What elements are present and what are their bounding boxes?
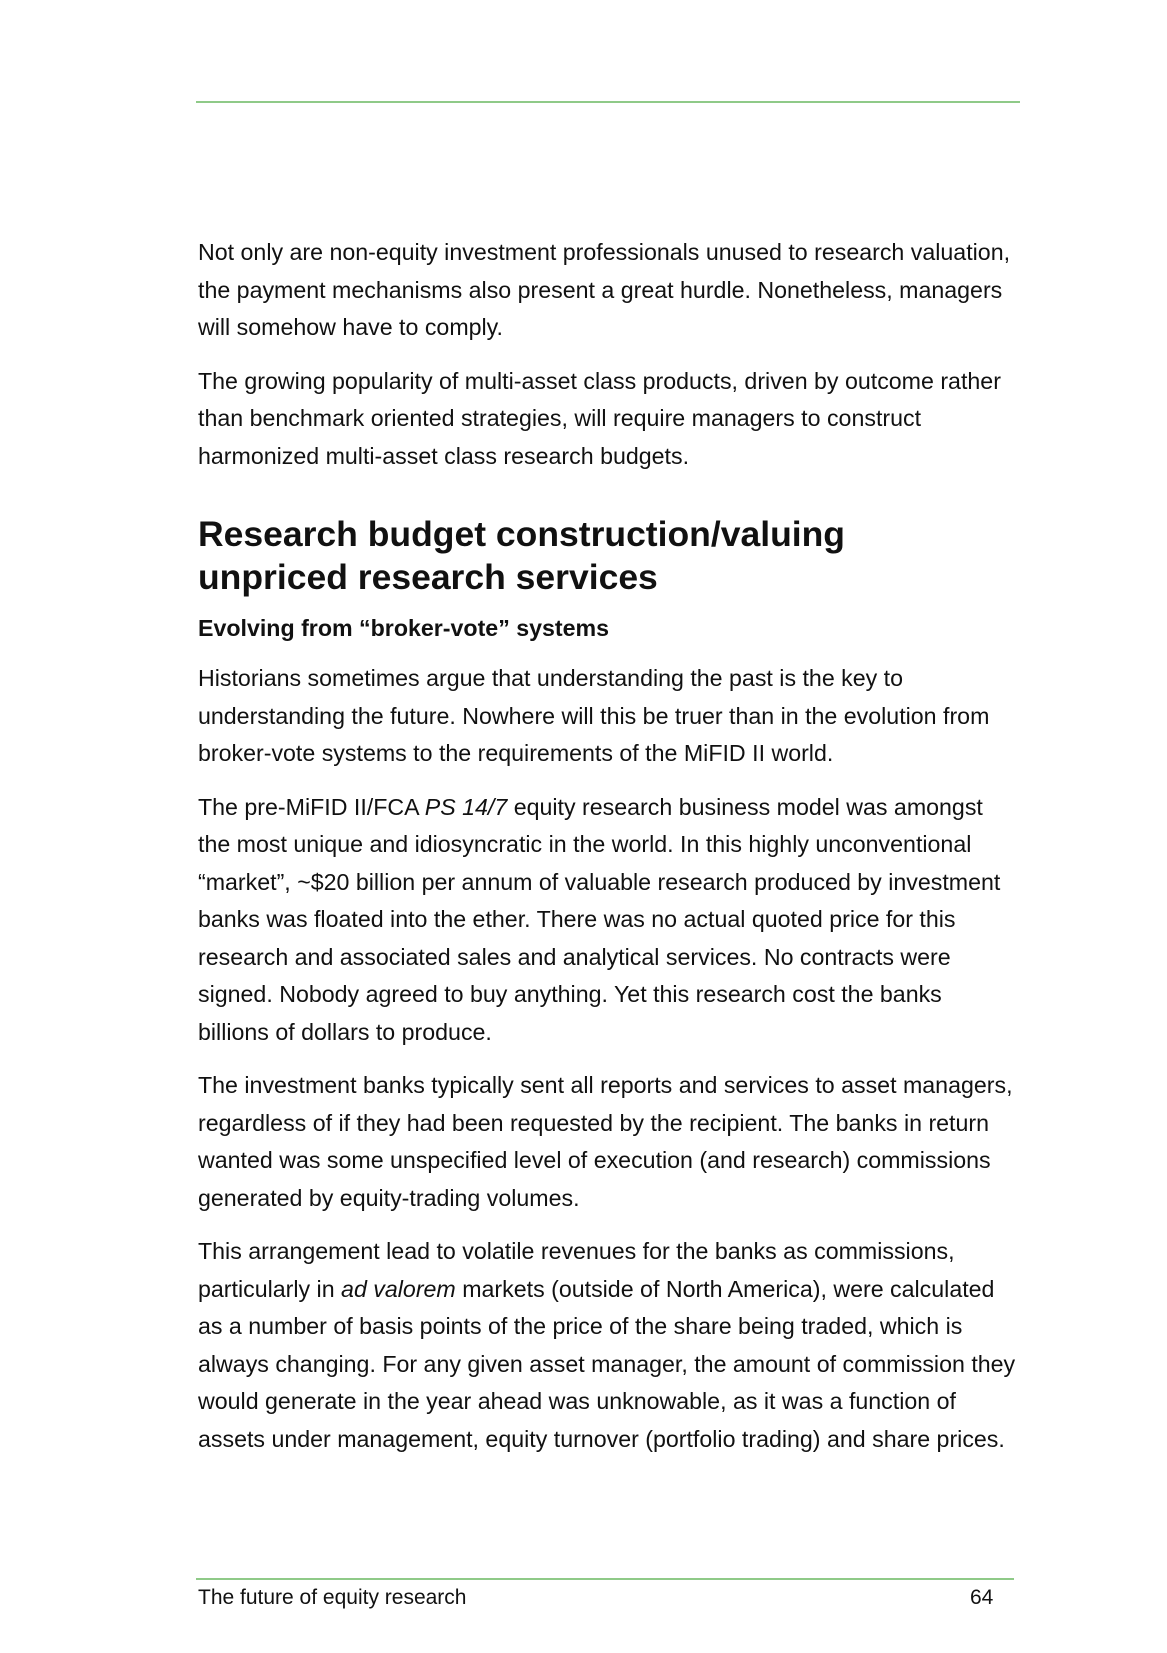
subheading: Evolving from “broker-vote” systems bbox=[198, 615, 610, 641]
section-heading bbox=[198, 513, 1018, 599]
body-paragraph-2 bbox=[198, 789, 1018, 1052]
body-paragraph-4-text-a: This arrangement lead to volatile revenues for the banks as commissions, particularly in bbox=[198, 1238, 955, 1302]
body-paragraph-3: The investment banks typically sent all reports and services to asset managers, regardless of if they had been requested by the recipient. The banks in return wanted was some unspecified level of execution (and research) commissions generated by equity-trading volumes. bbox=[198, 1072, 1013, 1211]
footer-title: The future of equity research bbox=[198, 1586, 467, 1609]
intro-paragraph-1: Not only are non-equity investment professionals unused to research valuation, the payment mechanisms also present a great hurdle. Nonetheless, managers will somehow have to comply. bbox=[198, 239, 1011, 340]
body-paragraph-4-italic: ad valorem bbox=[341, 1275, 456, 1302]
section-heading-line-2: unpriced research services bbox=[198, 557, 658, 597]
body-paragraph-1: Historians sometimes argue that understanding the past is the key to understanding the future. Nowhere will this be truer than in the evolution from broker-vote systems to the requirements of the MiFID II world. bbox=[198, 665, 990, 766]
body-paragraph-2-italic: PS 14/7 bbox=[424, 793, 508, 820]
footer-divider bbox=[196, 1578, 1014, 1580]
body-paragraph-2-text-a: The pre-MiFID II/FCA bbox=[198, 793, 425, 820]
section-heading-line-1: Research budget construction/valuing bbox=[198, 514, 845, 554]
page-number: 64 bbox=[970, 1586, 994, 1609]
body-paragraph-4-text-b: markets (outside of North America), were calculated as a number of basis points of the price of the share being traded, which is always changing. For any given asset manager, the amount of commission they would generate in the year ahead was unknowable, as it was a function of assets under management, equity turnover (portfolio trading) and share prices. bbox=[198, 1275, 1016, 1452]
intro-paragraph-2: The growing popularity of multi-asset class products, driven by outcome rather than benchmark oriented strategies, will require managers to construct harmonized multi-asset class research budgets. bbox=[198, 367, 1001, 469]
body-paragraph-4 bbox=[198, 1233, 1018, 1458]
page-content bbox=[198, 234, 1018, 1474]
header-divider bbox=[196, 101, 1020, 103]
body-paragraph-2-text-b: equity research business model was amongst the most unique and idiosyncratic in the world. In this highly unconventional “market”, ~$20 billion per annum of valuable research produced by investment banks was floated into the ether. There was no actual quoted price for this research and associated sales and analytical services. No contracts were signed. Nobody agreed to buy anything. Yet this research cost the banks billions of dollars to produce. bbox=[198, 793, 1001, 1045]
